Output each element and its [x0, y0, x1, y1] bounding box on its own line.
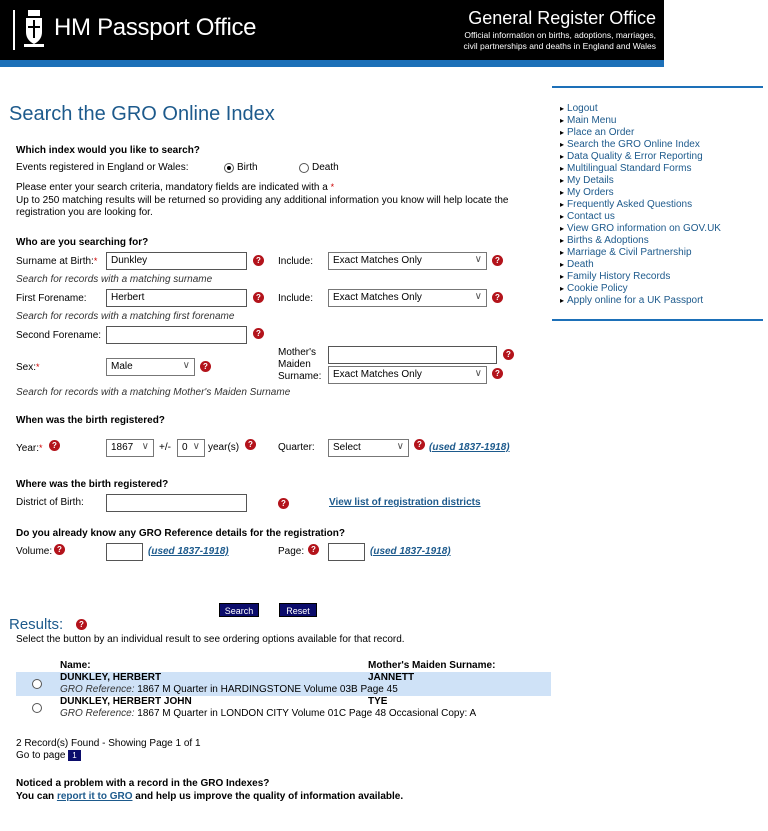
where-heading: Where was the birth registered? [16, 479, 169, 490]
forename-label: First Forename: [16, 293, 87, 304]
mmn-hint: Search for records with a matching Mother's Maiden Surname [16, 387, 291, 398]
page-used-link[interactable]: (used 1837-1918) [370, 546, 451, 557]
volume-input[interactable] [106, 543, 143, 561]
surname-label-text: Surname at Birth: [16, 256, 94, 267]
view-districts-link[interactable]: View list of registration districts [329, 497, 481, 508]
name-column-header: Name: [60, 660, 91, 671]
quarter-used-link[interactable]: (used 1837-1918) [429, 442, 510, 453]
mmn-label-line3: Surname: [278, 371, 322, 382]
sidebar-menu [560, 103, 721, 307]
district-help-icon[interactable]: ? [278, 498, 289, 509]
death-radio[interactable] [299, 163, 309, 173]
range-help-icon[interactable]: ? [245, 439, 256, 450]
gro-title: General Register Office [468, 8, 656, 28]
sidebar-item-multilingual-forms[interactable]: ▸ Multilingual Standard Forms [560, 163, 721, 175]
year-range-select[interactable] [177, 439, 205, 457]
sidebar-item-marriage[interactable]: ▸ Marriage & Civil Partnership [560, 247, 721, 259]
sidebar-item-logout[interactable]: ▸ Logout [560, 103, 721, 115]
index-question: Which index would you like to search? [16, 145, 200, 156]
surname-input[interactable]: Dunkley [106, 252, 247, 270]
report-rest-text: and help us improve the quality of information available. [135, 791, 404, 802]
required-marker: * [93, 256, 98, 266]
results-help-icon[interactable]: ? [76, 619, 87, 630]
chevron-down-icon: ∨ [474, 254, 482, 265]
chevron-down-icon: ∨ [141, 441, 149, 452]
events-label: Events registered in England or Wales: [16, 162, 189, 173]
gro-subtitle-line1: Official information on births, adoptions, marriages, [464, 30, 656, 40]
mmn-include-select[interactable] [328, 366, 487, 384]
years-label: year(s) [208, 442, 240, 453]
surname-label [16, 256, 97, 267]
volume-help-icon[interactable]: ? [54, 544, 65, 555]
sidebar-item-apply-passport[interactable]: ▸ Apply online for a UK Passport [560, 295, 721, 307]
mmn-include-help-icon[interactable]: ? [492, 368, 503, 379]
mmn-input[interactable] [328, 346, 497, 364]
required-marker: * [36, 362, 40, 372]
result-mmn: TYE [368, 696, 388, 707]
year-label [16, 443, 43, 454]
death-radio-label: Death [312, 162, 339, 173]
sidebar-item-my-orders[interactable]: ▸ My Orders [560, 187, 721, 199]
you-can-text: You can [16, 791, 55, 802]
sex-value: Male [111, 361, 133, 372]
reference-label: GRO Reference: [60, 684, 135, 695]
page-input[interactable] [328, 543, 365, 561]
required-marker: * [330, 182, 335, 192]
result-mmn: JANNETT [368, 672, 415, 683]
results-instruction: Select the button by an individual result to see ordering options available for that record. [16, 634, 405, 645]
search-button[interactable]: Search [219, 603, 259, 617]
volume-label: Volume: [16, 546, 53, 557]
forename-include-label: Include: [278, 293, 314, 304]
surname-help-icon[interactable]: ? [253, 255, 264, 266]
mmn-label-line2: Maiden [278, 359, 311, 370]
result-name: DUNKLEY, HERBERT JOHN [60, 696, 192, 707]
surname-include-label: Include: [278, 256, 314, 267]
surname-hint: Search for records with a matching surname [16, 274, 213, 285]
forename-include-select[interactable] [328, 289, 487, 307]
second-forename-label: Second Forename: [16, 330, 102, 341]
chevron-down-icon: ∨ [474, 291, 482, 302]
mmn-help-icon[interactable]: ? [503, 349, 514, 360]
forename-include-help-icon[interactable]: ? [492, 292, 503, 303]
result-reference [60, 708, 476, 719]
page-label: Page: [278, 546, 305, 557]
chevron-down-icon: ∨ [192, 441, 200, 452]
result-name: DUNKLEY, HERBERT [60, 672, 162, 683]
sex-select[interactable] [106, 358, 195, 376]
result-radio[interactable] [32, 703, 42, 713]
forename-include-value: Exact Matches Only [333, 292, 422, 303]
sidebar-item-search-index[interactable]: ▸ Search the GRO Online Index [560, 139, 721, 151]
results-heading: Results: [9, 616, 64, 633]
intro-text: Please enter your search criteria, mandatory fields are indicated with a [16, 182, 328, 193]
year-label-text: Year: [16, 443, 39, 454]
sidebar-item-family-history[interactable]: ▸ Family History Records [560, 271, 721, 283]
birth-radio[interactable] [224, 163, 234, 173]
sidebar-item-births-adoptions[interactable]: ▸ Births & Adoptions [560, 235, 721, 247]
sex-help-icon[interactable]: ? [200, 361, 211, 372]
forename-input[interactable]: Herbert [106, 289, 247, 307]
when-heading: When was the birth registered? [16, 415, 165, 426]
surname-include-select[interactable] [328, 252, 487, 270]
crest-divider [13, 10, 15, 50]
sidebar-item-contact[interactable]: ▸ Contact us [560, 211, 721, 223]
mmn-include-value: Exact Matches Only [333, 369, 422, 380]
year-help-icon[interactable]: ? [49, 440, 60, 451]
district-label: District of Birth: [16, 497, 84, 508]
chevron-down-icon: ∨ [182, 360, 190, 371]
header-stripe [0, 60, 664, 67]
reference-value: 1867 M Quarter in HARDINGSTONE Volume 03B Page 45 [137, 684, 398, 695]
chevron-down-icon: ∨ [474, 368, 482, 379]
sidebar-item-data-quality[interactable]: ▸ Data Quality & Error Reporting [560, 151, 721, 163]
year-value: 1867 [111, 442, 134, 453]
sidebar-rule-bottom [552, 319, 763, 321]
sex-label-text: Sex: [16, 362, 37, 373]
records-found: 2 Record(s) Found - Showing Page 1 of 1 [16, 738, 201, 749]
mmn-column-header: Mother's Maiden Surname: [368, 660, 496, 671]
royal-crest-icon [22, 8, 46, 50]
sidebar-item-cookie-policy[interactable]: ▸ Cookie Policy [560, 283, 721, 295]
birth-radio-label: Birth [237, 162, 258, 173]
gro-subtitle-line2: civil partnerships and deaths in England and Wales [463, 41, 656, 51]
intro-line3: registration you are looking for. [16, 207, 153, 218]
quarter-value: Select [333, 442, 361, 453]
year-range-value: 0 [182, 442, 188, 453]
sidebar-item-death[interactable]: ▸ Death [560, 259, 721, 271]
goto-page-label: Go to page [16, 750, 66, 761]
sidebar-item-gov-uk[interactable]: ▸ View GRO information on GOV.UK [560, 223, 721, 235]
intro-line2: Up to 250 matching results will be returned so providing any additional information you know will help locate the [16, 195, 509, 206]
who-heading: Who are you searching for? [16, 237, 149, 248]
sidebar-item-place-order[interactable]: ▸ Place an Order [560, 127, 721, 139]
surname-include-help-icon[interactable]: ? [492, 255, 503, 266]
problem-heading: Noticed a problem with a record in the GRO Indexes? [16, 778, 270, 789]
page-title: Search the GRO Online Index [9, 103, 275, 125]
second-forename-help-icon[interactable]: ? [253, 328, 264, 339]
plus-minus-label: +/- [159, 442, 171, 453]
reference-heading: Do you already know any GRO Reference details for the registration? [16, 528, 345, 539]
forename-hint: Search for records with a matching first forename [16, 311, 235, 322]
quarter-select[interactable] [328, 439, 409, 457]
reset-button[interactable]: Reset [279, 603, 317, 617]
reference-label: GRO Reference: [60, 708, 135, 719]
result-radio[interactable] [32, 679, 42, 689]
surname-include-value: Exact Matches Only [333, 255, 422, 266]
sex-label [16, 362, 40, 373]
sidebar-rule-top [552, 86, 763, 88]
second-forename-input[interactable] [106, 326, 247, 344]
volume-used-link[interactable]: (used 1837-1918) [148, 546, 229, 557]
report-line [16, 791, 403, 802]
sidebar-item-faq[interactable]: ▸ Frequently Asked Questions [560, 199, 721, 211]
brand-name[interactable]: HM Passport Office [54, 14, 257, 41]
quarter-help-icon[interactable]: ? [414, 439, 425, 450]
page-help-icon[interactable]: ? [308, 544, 319, 555]
mmn-label-line1: Mother's [278, 347, 317, 358]
intro-line1 [16, 182, 334, 193]
sidebar-item-my-details[interactable]: ▸ My Details [560, 175, 721, 187]
district-input[interactable] [106, 494, 247, 512]
chevron-down-icon: ∨ [396, 441, 404, 452]
year-select[interactable] [106, 439, 154, 457]
reference-value: 1867 M Quarter in LONDON CITY Volume 01C Page 48 Occasional Copy: A [137, 708, 477, 719]
forename-help-icon[interactable]: ? [253, 292, 264, 303]
page-number-button[interactable]: 1 [68, 750, 81, 761]
report-link[interactable]: report it to GRO [56, 791, 133, 802]
required-marker: * [38, 443, 43, 453]
quarter-label: Quarter: [278, 442, 315, 453]
result-reference [60, 684, 398, 695]
sidebar-item-main-menu[interactable]: ▸ Main Menu [560, 115, 721, 127]
